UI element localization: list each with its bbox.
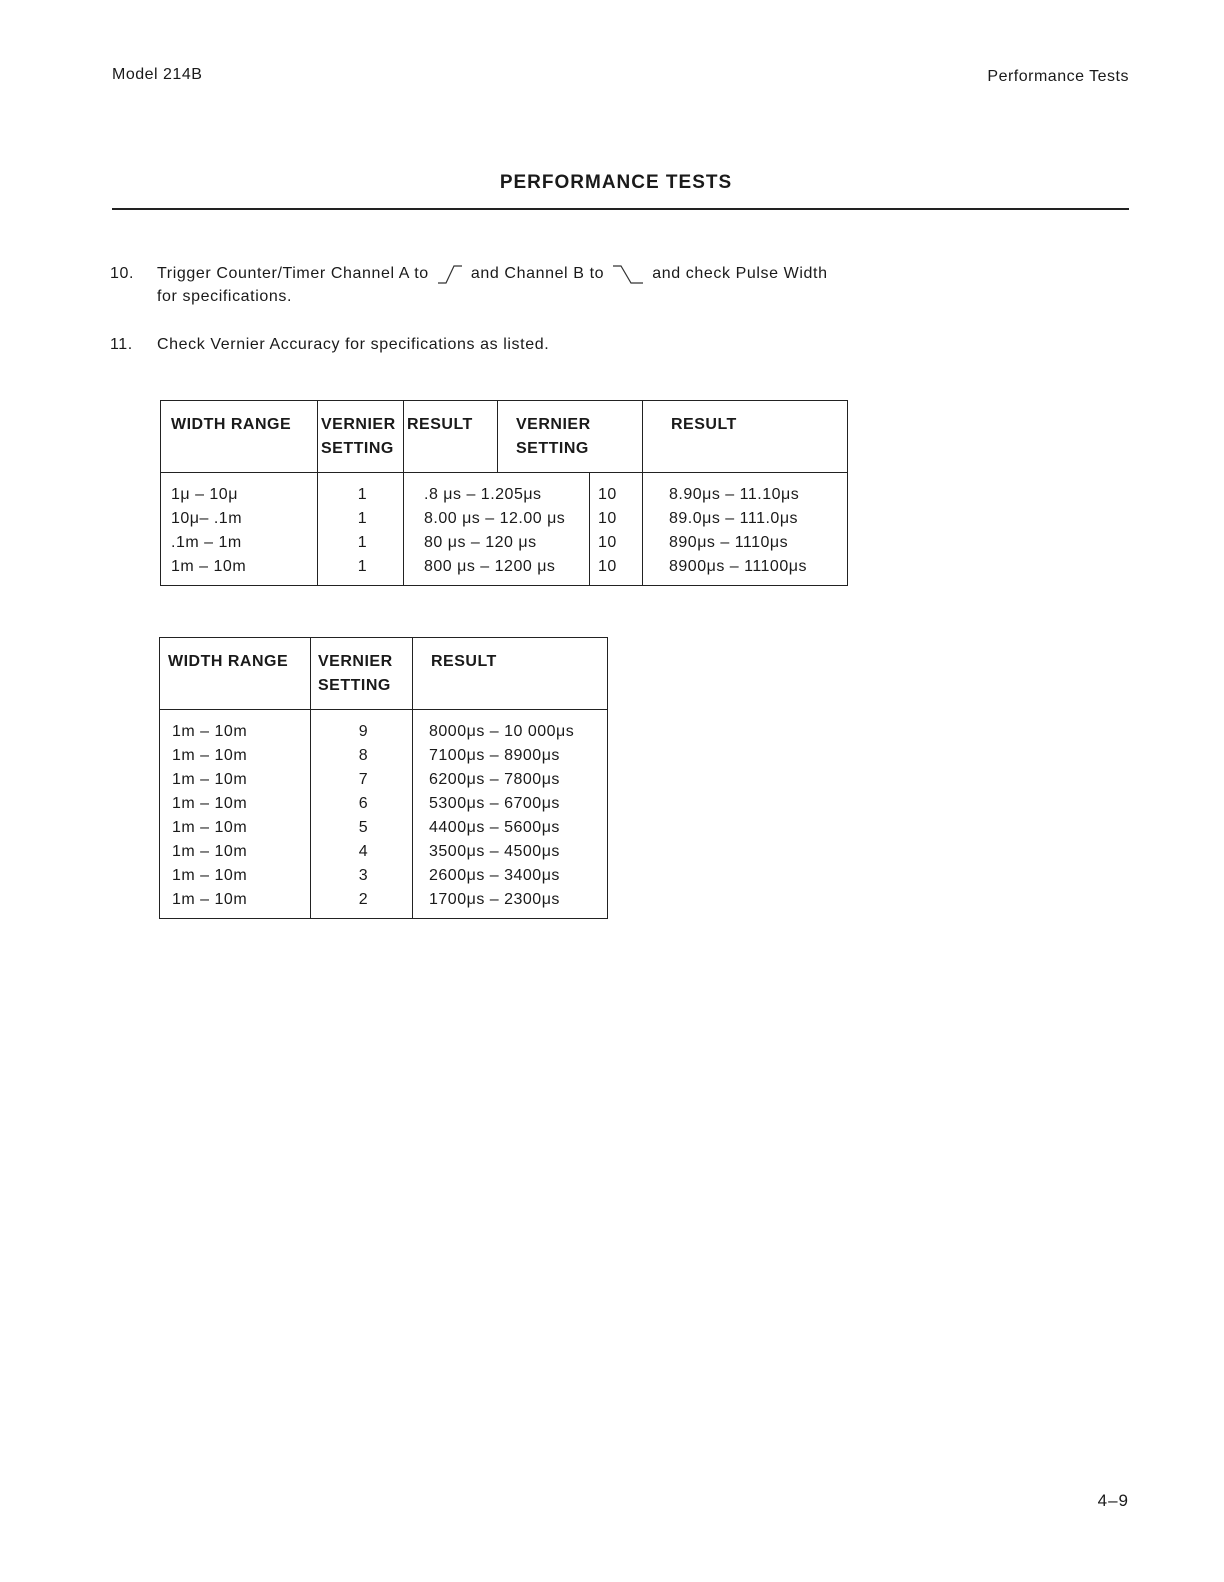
step-10-part1: Trigger Counter/Timer Channel A to	[157, 265, 429, 282]
vernier-accuracy-table-2	[159, 637, 608, 919]
table-cell: 1μ – 10μ	[171, 486, 238, 503]
table-cell: 1m – 10m	[172, 843, 248, 860]
table-cell: 7100μs – 8900μs	[429, 747, 560, 764]
vernier-accuracy-table-1	[160, 400, 848, 586]
step-10-number: 10.	[110, 265, 135, 282]
t2-header-width-range: WIDTH RANGE	[160, 638, 311, 710]
table-cell: 3500μs – 4500μs	[429, 843, 560, 860]
table-cell: 10	[598, 510, 617, 527]
table-cell: 8.00 μs – 12.00 μs	[424, 510, 566, 527]
table-cell: 1m – 10m	[172, 795, 248, 812]
falling-edge-icon	[612, 263, 644, 285]
t1-col-width-range	[161, 473, 318, 586]
header-section: Performance Tests	[987, 68, 1129, 85]
t1-header-vernier-setting: VERNIER SETTING	[318, 401, 404, 473]
table-cell: 1	[357, 558, 368, 575]
t1-header-vernier-setting-2: VERNIER SETTING	[498, 401, 643, 473]
table-cell: 1m – 10m	[171, 558, 247, 575]
t2-header-result: RESULT	[413, 638, 608, 710]
table-cell: 890μs – 1110μs	[669, 534, 789, 551]
t1-col-vernier-setting	[318, 473, 404, 586]
table-cell: 5300μs – 6700μs	[429, 795, 560, 812]
table-cell: .8 μs – 1.205μs	[424, 486, 542, 503]
table-cell: 1m – 10m	[172, 819, 248, 836]
step-10-part3: and check Pulse Width	[652, 265, 828, 282]
t1-header-width-range: WIDTH RANGE	[161, 401, 318, 473]
table-cell: 10	[598, 486, 617, 503]
table-cell: 2	[358, 891, 369, 908]
table-cell: 9	[358, 723, 369, 740]
t1-header-result-2: RESULT	[643, 401, 848, 473]
table-cell: 3	[358, 867, 369, 884]
table-cell: 1m – 10m	[172, 747, 248, 764]
step-11-text: Check Vernier Accuracy for specifications as listed.	[157, 336, 550, 353]
table-cell: 8000μs – 10 000μs	[429, 723, 575, 740]
rising-edge-icon	[437, 263, 463, 285]
table-cell: 2600μs – 3400μs	[429, 867, 560, 884]
table-cell: 1	[357, 510, 368, 527]
table-cell: 1	[357, 534, 368, 551]
t1-header-result: RESULT	[404, 401, 498, 473]
step-11-number: 11.	[110, 336, 133, 353]
t2-col-result	[413, 710, 608, 919]
table-cell: 4	[358, 843, 369, 860]
table-cell: .1m – 1m	[171, 534, 242, 551]
step-10-text	[157, 262, 917, 308]
title-rule	[112, 208, 1129, 210]
table-cell: 10	[598, 534, 617, 551]
table-cell: 1m – 10m	[172, 771, 248, 788]
table-cell: 5	[358, 819, 369, 836]
t1-col-result-2	[643, 473, 848, 586]
table-cell: 8900μs – 11100μs	[669, 558, 807, 575]
t2-col-vernier-setting	[311, 710, 413, 919]
table-cell: 1m – 10m	[172, 891, 248, 908]
table-cell: 1700μs – 2300μs	[429, 891, 560, 908]
step-10-part4: for specifications.	[157, 288, 293, 305]
table-cell: 10μ– .1m	[171, 510, 243, 527]
page-number: 4–9	[1097, 1491, 1129, 1510]
table-cell: 1m – 10m	[172, 723, 248, 740]
table-cell: 89.0μs – 111.0μs	[669, 510, 799, 527]
table-cell: 800 μs – 1200 μs	[424, 558, 556, 575]
table-cell: 6	[358, 795, 369, 812]
table-cell: 7	[358, 771, 369, 788]
table-cell: 6200μs – 7800μs	[429, 771, 560, 788]
table-cell: 4400μs – 5600μs	[429, 819, 560, 836]
t2-header-vernier-setting: VERNIER SETTING	[311, 638, 413, 710]
table-cell: 80 μs – 120 μs	[424, 534, 537, 551]
header-model: Model 214B	[112, 66, 203, 83]
t2-col-width-range	[160, 710, 311, 919]
page-title: PERFORMANCE TESTS	[499, 172, 733, 193]
t1-col-vernier-setting-2	[590, 473, 643, 586]
table-cell: 8	[358, 747, 369, 764]
step-10-part2: and Channel B to	[470, 265, 605, 282]
table-cell: 8.90μs – 11.10μs	[669, 486, 800, 503]
table-cell: 1	[357, 486, 368, 503]
table-cell: 10	[598, 558, 617, 575]
t1-col-result	[404, 473, 590, 586]
table-cell: 1m – 10m	[172, 867, 248, 884]
